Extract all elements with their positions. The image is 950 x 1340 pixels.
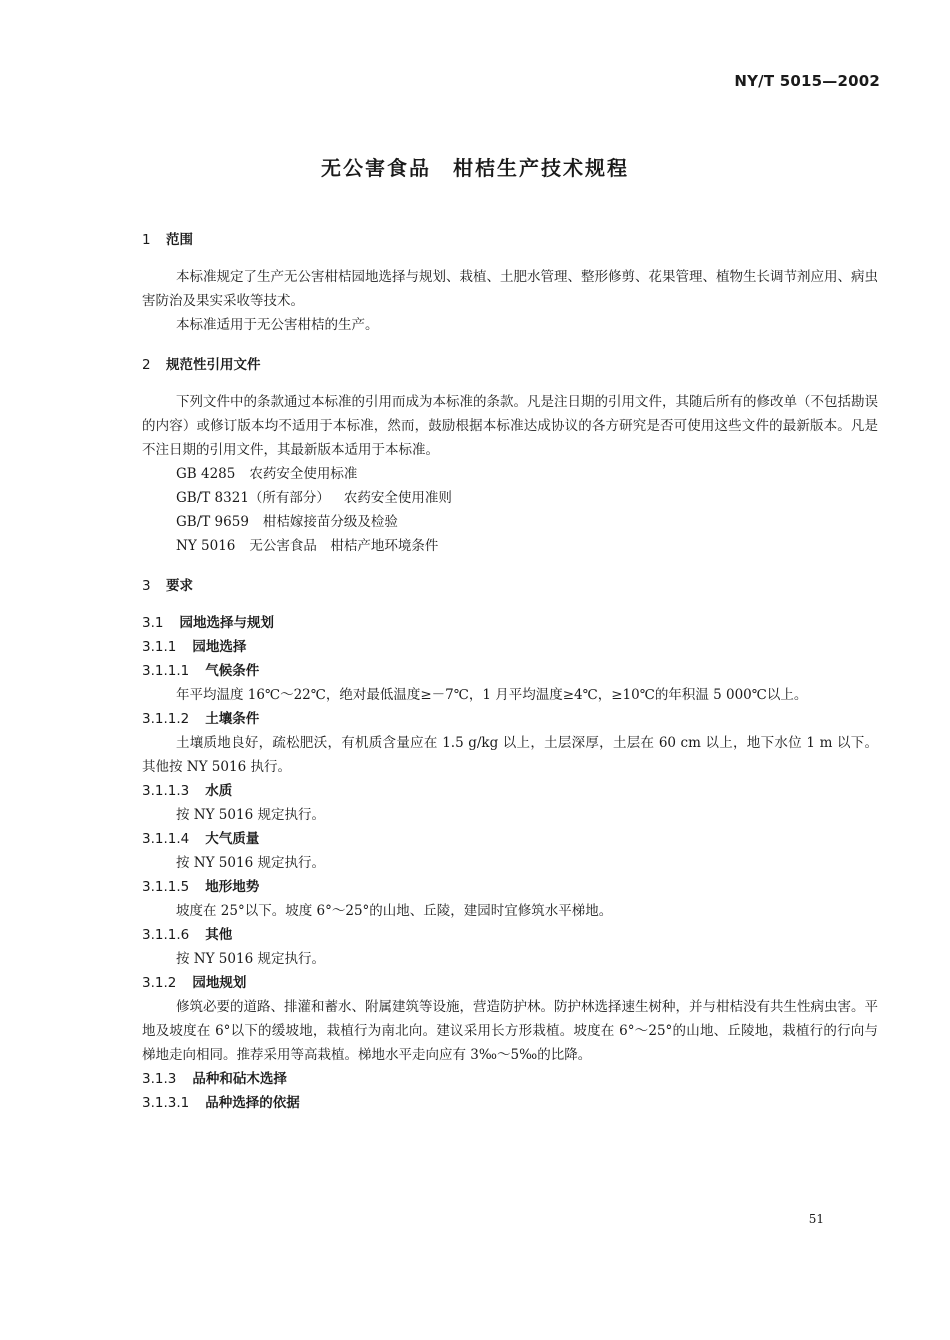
subsection-heading	[142, 707, 878, 731]
subsection-number: 3.1.2	[142, 975, 177, 991]
page-number: 51	[808, 1212, 824, 1226]
section-1-heading	[142, 228, 878, 252]
section-title: 范围	[166, 232, 193, 248]
subsection-title: 地形地势	[205, 879, 260, 895]
subsection-title: 大气质量	[205, 831, 260, 847]
subsection-title: 园地规划	[192, 975, 247, 991]
paragraph: 修筑必要的道路、排灌和蓄水、附属建筑等设施，营造防护林。防护林选择速生树种，并与柑桔没有共生性病虫害。平地及坡度在 6°以下的缓坡地，栽植行为南北向。建议采用长方形栽植。坡度在 6°～25°的山地、丘陵地，栽植行的行向与梯地走向相同。推荐采用等高栽植。梯地水平走向应有 3‰～5‰的比降。	[142, 999, 878, 1063]
subsection-number: 3.1	[142, 615, 164, 631]
reference-code: NY 5016	[176, 538, 236, 554]
reference-name: 农药安全使用准则	[343, 490, 452, 506]
paragraph: 按 NY 5016 规定执行。	[176, 951, 325, 967]
section-title: 规范性引用文件	[166, 357, 261, 373]
subsection-number: 3.1.3.1	[142, 1095, 190, 1111]
document-title: 无公害食品 柑桔生产技术规程	[321, 156, 629, 180]
subsection-heading	[142, 827, 878, 851]
section-number: 1	[142, 232, 151, 248]
subsection-title: 其他	[205, 927, 233, 943]
subsection-title: 品种和砧木选择	[192, 1071, 287, 1087]
paragraph: 年平均温度 16℃～22℃，绝对最低温度≥－7℃，1 月平均温度≥4℃，≥10℃的年积温 5 000℃以上。	[176, 687, 808, 703]
reference-name: 农药安全使用标准	[249, 466, 358, 482]
paragraph: 按 NY 5016 规定执行。	[176, 807, 325, 823]
subsection-number: 3.1.1	[142, 639, 177, 655]
paragraph: 土壤质地良好，疏松肥沃，有机质含量应在 1.5 g/kg 以上，土层深厚，土层在 60 cm 以上，地下水位 1 m 以下。其他按 NY 5016 执行。	[142, 735, 878, 775]
subsection-title: 水质	[205, 783, 233, 799]
reference-code: GB/T 8321（所有部分）	[176, 490, 330, 506]
reference-item	[142, 462, 878, 486]
standard-code: NY/T 5015—2002	[734, 72, 880, 90]
reference-code: GB 4285	[176, 466, 236, 482]
subsection-number: 3.1.1.1	[142, 663, 190, 679]
paragraph: 坡度在 25°以下。坡度 6°～25°的山地、丘陵，建园时宜修筑水平梯地。	[176, 903, 613, 919]
reference-item	[142, 510, 878, 534]
subsection-number: 3.1.1.2	[142, 711, 190, 727]
paragraph: 按 NY 5016 规定执行。	[176, 855, 325, 871]
subsection-number: 3.1.1.3	[142, 783, 190, 799]
section-number: 3	[142, 578, 151, 594]
subsection-heading	[142, 659, 878, 683]
section-title: 要求	[166, 578, 193, 594]
subsection-title: 气候条件	[205, 663, 260, 679]
subsection-number: 3.1.1.5	[142, 879, 190, 895]
section-2-heading	[142, 353, 878, 377]
paragraph: 下列文件中的条款通过本标准的引用而成为本标准的条款。凡是注日期的引用文件，其随后所有的修改单（不包括勘误的内容）或修订版本均不适用于本标准，然而，鼓励根据本标准达成协议的各方研究是否可使用这些文件的最新版本。凡是不注日期的引用文件，其最新版本适用于本标准。	[142, 394, 878, 458]
reference-code: GB/T 9659	[176, 514, 249, 530]
subsection-number: 3.1.3	[142, 1071, 177, 1087]
reference-item	[142, 486, 878, 510]
subsection-heading	[142, 971, 878, 995]
subsection-title: 园地选择与规划	[179, 615, 274, 631]
reference-item	[142, 534, 878, 558]
paragraph: 本标准适用于无公害柑桔的生产。	[176, 317, 379, 333]
subsection-heading	[142, 611, 878, 635]
subsection-number: 3.1.1.6	[142, 927, 190, 943]
section-3-heading	[142, 574, 878, 598]
subsection-heading	[142, 1067, 878, 1091]
subsection-number: 3.1.1.4	[142, 831, 190, 847]
paragraph: 本标准规定了生产无公害柑桔园地选择与规划、栽植、土肥水管理、整形修剪、花果管理、植物生长调节剂应用、病虫害防治及果实采收等技术。	[142, 269, 878, 309]
subsection-title: 土壤条件	[205, 711, 260, 727]
subsection-heading	[142, 875, 878, 899]
subsection-title: 品种选择的依据	[205, 1095, 300, 1111]
document-body	[142, 228, 878, 1115]
subsection-heading	[142, 779, 878, 803]
subsection-heading	[142, 1091, 878, 1115]
reference-name: 无公害食品 柑桔产地环境条件	[249, 538, 439, 554]
subsection-heading	[142, 635, 878, 659]
reference-name: 柑桔嫁接苗分级及检验	[262, 514, 398, 530]
subsection-title: 园地选择	[192, 639, 247, 655]
subsection-heading	[142, 923, 878, 947]
section-number: 2	[142, 357, 151, 373]
